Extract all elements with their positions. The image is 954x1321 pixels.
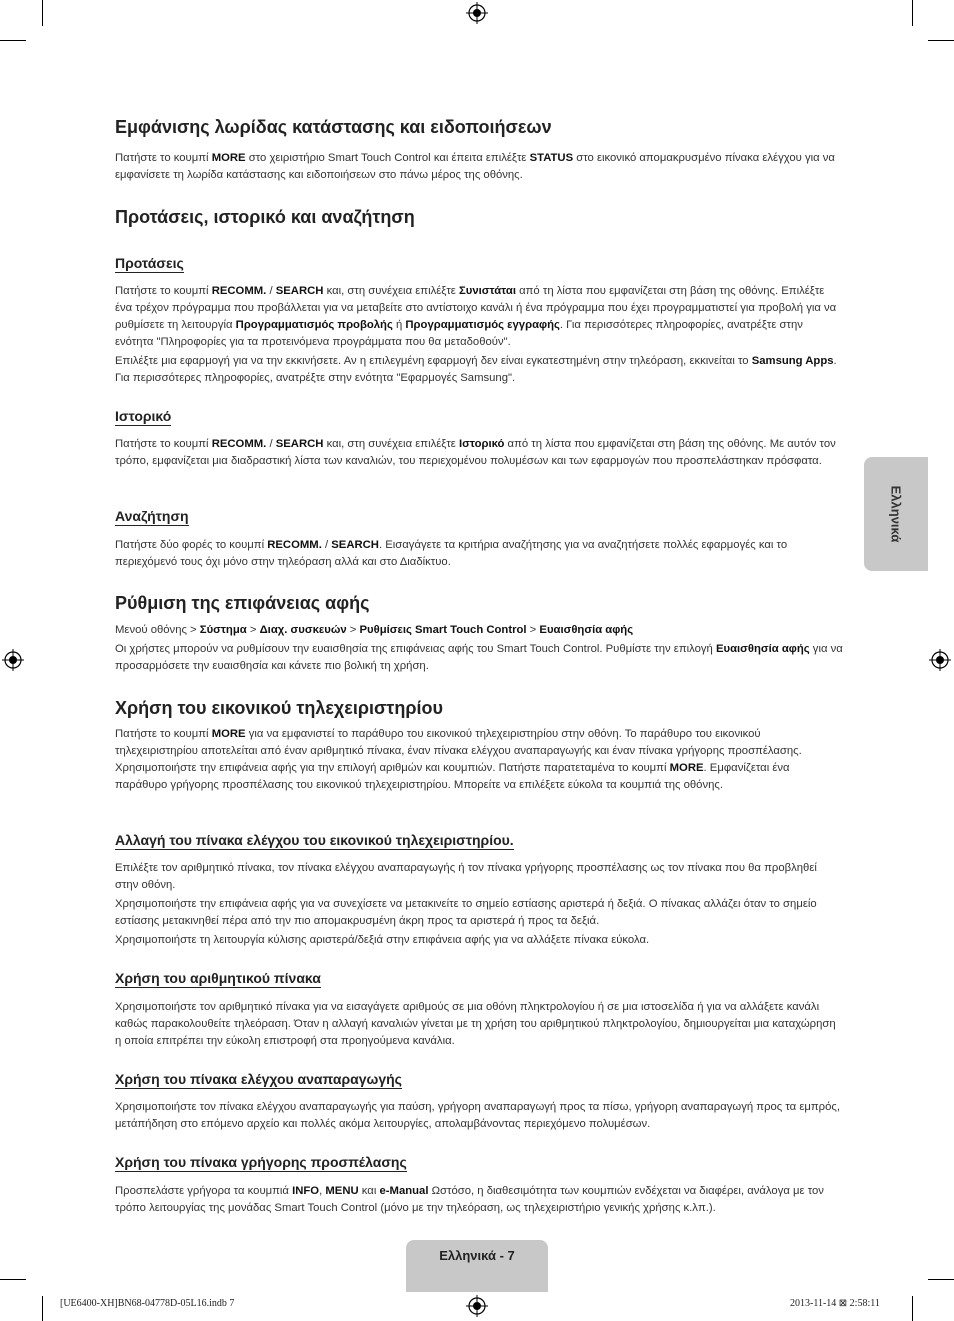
language-side-tab — [864, 457, 928, 571]
bold-term: INFO — [292, 1185, 320, 1197]
subsection-title: Χρήση του πίνακα ελέγχου αναπαραγωγής — [115, 1071, 402, 1087]
bold-term: SEARCH — [331, 539, 379, 551]
virtual-remote-body — [115, 726, 843, 794]
subsection-history — [115, 408, 843, 426]
bold-term: Συνιστάται — [458, 285, 516, 297]
text-run: Οι χρήστες μπορούν να ρυθμίσουν την ευαισθησία της επιφάνειας αφής του Smart Touch Control. Ρυθμίστε την επιλογή — [115, 643, 716, 655]
text-run: Επιλέξτε μια εφαρμογή για να την εκκινήσετε. Αν η επιλεγμένη εφαρμογή δεν είναι εγκατεστημένη στην τηλεόραση, εκκινείται το — [115, 355, 752, 367]
text-run: για να προσαρμόσετε την ευαισθησία και κάνετε πιο βολική τη χρήση. — [115, 643, 843, 672]
bold-term: Ευαισθησία αφής — [539, 624, 634, 636]
text-run: από τη λίστα που εμφανίζεται στη βάση της οθόνης. Με αυτόν τον τρόπο, εμφανίζεται μια διαδραστική λίστα των καναλιών, του περιεχομένου πολυμέσων και των εφαρμογών που προσπελάστηκαν πρόσφατα. — [115, 438, 836, 467]
registration-mark-icon — [466, 1295, 488, 1317]
history-body — [115, 436, 843, 470]
bold-term: MORE — [211, 152, 246, 164]
touch-section — [115, 592, 843, 614]
text-run: στο εικονικό απομακρυσμένο πίνακα ελέγχου για να εμφανίσετε τη λωρίδα κατάστασης και ειδοποιήσεων στο πάνω μέρος της οθόνης. — [115, 152, 835, 181]
crop-mark — [42, 0, 43, 26]
menu-path — [115, 622, 843, 639]
text-run: ή — [392, 319, 406, 331]
text-run: > — [526, 624, 540, 636]
playback-body — [115, 1099, 843, 1133]
bold-term: STATUS — [529, 152, 574, 164]
number-pad-body — [115, 999, 843, 1050]
text-run: και — [358, 1185, 380, 1197]
paragraph — [115, 726, 843, 794]
text-run: Πατήστε δύο φορές το κουμπί — [115, 539, 268, 551]
page-number-badge — [406, 1240, 548, 1292]
paragraph: Χρησιμοποιήστε τον αριθμητικό πίνακα για να εισαγάγετε αριθμούς σε μια οθόνη πληκτρολογίου ή σε μια ιστοσελίδα ή για να αλλάξετε κανάλι καθώς παρακολουθείτε τηλεόραση. Όταν η αλλαγή καναλιών γίνεται με τη χρήση του αριθμητικού πληκτρολογίου, δημιουργείται μια καταχώρηση η οποία επιτρέπει την εύκολη επιστροφή στα προηγούμενα κανάλια. — [115, 1001, 836, 1047]
bold-term: MORE — [211, 728, 246, 740]
text-run: στο χειριστήριο Smart Touch Control και έπειτα επιλέξτε — [245, 152, 530, 164]
paragraph — [115, 436, 843, 470]
crop-mark — [42, 1296, 43, 1321]
text-run: Πατήστε το κουμπί — [115, 152, 212, 164]
subsection-title: Ιστορικό — [115, 408, 172, 424]
recommendations-body — [115, 283, 843, 387]
registration-mark-icon — [466, 2, 488, 24]
recommendations-section — [115, 206, 843, 228]
bold-term: MENU — [325, 1185, 359, 1197]
bold-term: RECOMM. — [267, 539, 322, 551]
section-title: Χρήση του εικονικού τηλεχειριστηρίου — [115, 698, 443, 718]
crop-mark — [928, 40, 954, 41]
paragraph — [115, 641, 843, 675]
section-title: Εμφάνισης λωρίδας κατάστασης και ειδοποιήσεων — [115, 117, 552, 137]
subsection-change-panel — [115, 832, 843, 850]
text-run: . Για περισσότερες πληροφορίες, ανατρέξτε στην ενότητα "Εφαρμογές Samsung". — [115, 355, 837, 384]
bold-term: Σύστημα — [199, 624, 247, 636]
subsection-title: Χρήση του πίνακα γρήγορης προσπέλασης — [115, 1154, 407, 1170]
bold-term: RECOMM. — [211, 438, 267, 450]
text-run: και, στη συνέχεια επιλέξτε — [323, 438, 459, 450]
crop-mark — [0, 40, 26, 41]
subsection-title: Προτάσεις — [115, 255, 184, 271]
subsection-title: Αλλαγή του πίνακα ελέγχου του εικονικού τηλεχειριστηρίου. — [115, 832, 514, 848]
bold-term: SEARCH — [275, 438, 324, 450]
section-title: Προτάσεις, ιστορικό και αναζήτηση — [115, 207, 415, 227]
text-run: , — [319, 1185, 326, 1197]
bold-term: Προγραμματισμός εγγραφής — [405, 319, 560, 331]
text-run: και, στη συνέχεια επιλέξτε — [323, 285, 459, 297]
paragraph: Χρησιμοποιήστε την επιφάνεια αφής για να συνεχίσετε να μετακινείτε το σημείο εστίασης αριστερά ή δεξιά. Ο πίνακας αλλάζει όταν το σημείο εστίασης μετακινηθεί πέρα από την πιο απομακρυσμένη άκρη προς τα αριστερά ή προς τα δεξιά. — [115, 898, 817, 927]
page-number-label: Ελληνικά - 7 — [439, 1248, 515, 1263]
crop-mark — [912, 1296, 913, 1321]
text-run: / — [266, 438, 276, 450]
bold-term: MORE — [669, 762, 704, 774]
text-run: από τη λίστα που εμφανίζεται στη βάση της οθόνης. Επιλέξτε ένα τρέχον πρόγραμμα που προβάλλεται για να μεταβείτε στο αντίστοιχο κανάλι ή ένα πρόγραμμα που έχει προγραμματιστεί για προβολή για να ρυθμίσετε τη λειτουργία — [115, 285, 837, 331]
text-run: Προσπελάστε γρήγορα τα κουμπιά — [115, 1185, 293, 1197]
paragraph — [115, 150, 843, 184]
paragraph: Χρησιμοποιήστε τη λειτουργία κύλισης αριστερά/δεξιά στην επιφάνεια αφής για να αλλάξετε πίνακα εύκολα. — [115, 934, 650, 946]
text-run: > — [346, 624, 360, 636]
text-run: . Εμφανίζεται ένα παράθυρο γρήγορης προσπέλασης του εικονικού τηλεχειριστηρίου. Μπορείτε να επιλέξετε εύκολα τα κουμπιά της οθόνης. — [115, 762, 790, 791]
text-run: / — [321, 539, 332, 551]
paragraph — [115, 1183, 843, 1217]
print-slug-file: [UE6400-XH]BN68-04778D-05L16.indb 7 — [60, 1298, 235, 1309]
text-run: Πατήστε το κουμπί — [115, 728, 212, 740]
subsection-number-pad — [115, 970, 843, 988]
text-run: Πατήστε το κουμπί — [115, 285, 212, 297]
bold-term: Ευαισθησία αφής — [715, 643, 810, 655]
text-run: Πατήστε το κουμπί — [115, 438, 212, 450]
subsection-search — [115, 508, 843, 526]
text-run: Μενού οθόνης > — [115, 624, 200, 636]
bold-term: Samsung Apps — [751, 355, 834, 367]
text-run: για να εμφανιστεί το παράθυρο του εικονικού τηλεχειριστηρίου στην οθόνη. Το παράθυρο του εικονικού τηλεχειριστηρίου αποτελείται από έναν αριθμητικό πίνακα, έναν πίνακα ελέγχου αναπαραγωγής και έναν πίνακα γρήγορης προσπέλασης. Χρησιμοποιήστε την επιφάνεια αφής για την επιλογή αριθμών και κουμπιών. Πατήστε παρατεταμένα το κουμπί — [115, 728, 802, 774]
subsection-playback — [115, 1071, 843, 1089]
paragraph — [115, 283, 843, 351]
language-label: Ελληνικά — [888, 485, 904, 543]
text-run: . Εισαγάγετε τα κριτήρια αναζήτησης για να αναζητήσετε πολλές εφαρμογές και το περιεχόμενό τους όχι μόνο στην τηλεόραση αλλά και στο Διαδίκτυο. — [115, 539, 788, 568]
section-title: Ρύθμιση της επιφάνειας αφής — [115, 593, 370, 613]
touch-body — [115, 622, 843, 675]
text-run: . Για περισσότερες πληροφορίες, ανατρέξτε στην ενότητα "Πληροφορίες για τα προτεινόμενα προγράμματα που θα μεταδοθούν". — [115, 319, 803, 348]
registration-mark-icon — [2, 649, 24, 671]
subsection-title: Αναζήτηση — [115, 508, 189, 524]
subsection-recommendations — [115, 255, 843, 273]
bold-term: SEARCH — [275, 285, 324, 297]
bold-term: RECOMM. — [211, 285, 267, 297]
text-run: / — [266, 285, 276, 297]
text-run: Ωστόσο, η διαθεσιμότητα των κουμπιών ενδέχεται να διαφέρει, ανάλογα με τον τρόπο λειτουργίας της μονάδας Smart Touch Control (μόνο με την τηλεόραση, ως τηλεχειριστήριο γενικής χρήσης κ.λπ.). — [115, 1185, 824, 1214]
crop-mark — [0, 1279, 26, 1280]
subsection-title: Χρήση του αριθμητικού πίνακα — [115, 970, 321, 986]
bold-term: Ρυθμίσεις Smart Touch Control — [359, 624, 527, 636]
paragraph: Επιλέξτε τον αριθμητικό πίνακα, τον πίνακα ελέγχου αναπαραγωγής ή τον πίνακα γρήγορης προσπέλασης ως τον πίνακα που θα προβληθεί στην οθόνη. — [115, 862, 817, 891]
subsection-quick-access — [115, 1154, 843, 1172]
crop-mark — [912, 0, 913, 26]
change-panel-body — [115, 860, 843, 949]
paragraph: Χρησιμοποιήστε τον πίνακα ελέγχου αναπαραγωγής για παύση, γρήγορη αναπαραγωγή προς τα πίσω, γρήγορη αναπαραγωγή προς τα εμπρός, μετάπήδηση στο επόμενο αρχείο και πολλές ακόμα λειτουργίες, απολαμβάνοντας περιεχόμενο πολυμέσων. — [115, 1101, 840, 1130]
bold-term: Διαχ. συσκευών — [259, 624, 347, 636]
status-section — [115, 116, 843, 138]
print-slug-date: 2013-11-14 ⊠ 2:58:11 — [790, 1298, 880, 1309]
status-section-body — [115, 150, 843, 184]
bold-term: Προγραμματισμός προβολής — [235, 319, 393, 331]
paragraph — [115, 537, 843, 571]
bold-term: e-Manual — [379, 1185, 429, 1197]
virtual-remote-section — [115, 697, 843, 719]
bold-term: Ιστορικό — [458, 438, 505, 450]
search-body — [115, 537, 843, 571]
crop-mark — [928, 1279, 954, 1280]
registration-mark-icon — [929, 649, 951, 671]
text-run: > — [246, 624, 260, 636]
quick-access-body — [115, 1183, 843, 1217]
paragraph — [115, 353, 843, 387]
